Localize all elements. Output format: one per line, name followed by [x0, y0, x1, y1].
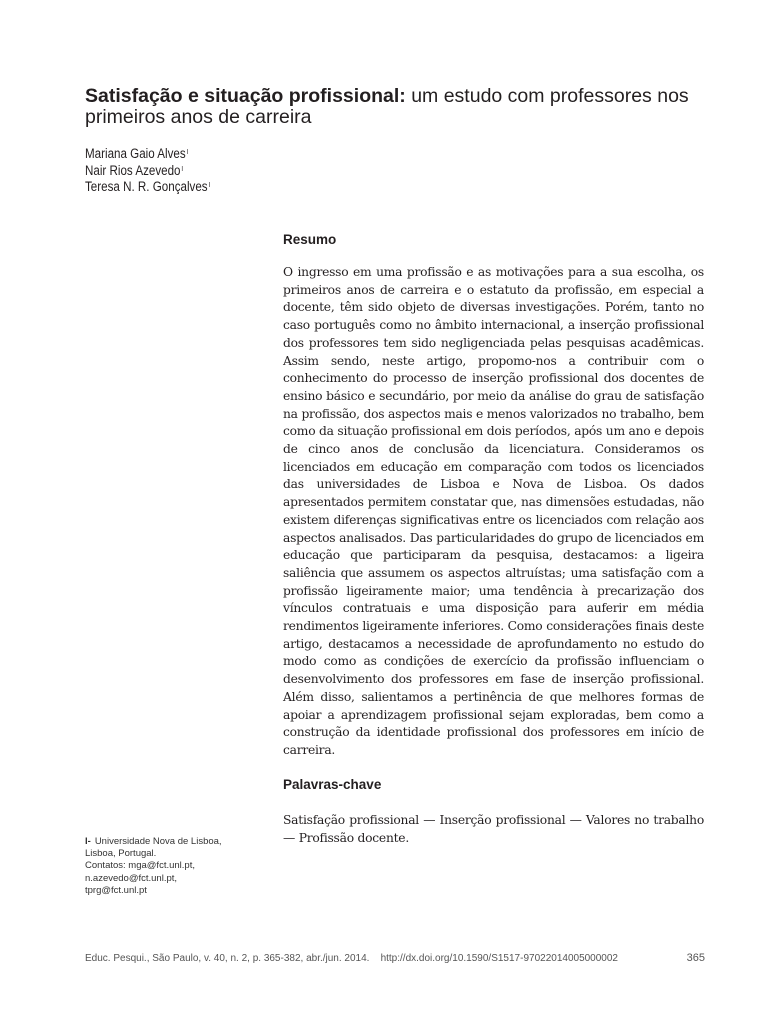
page-footer	[85, 953, 705, 964]
footnote-marker: I-	[85, 836, 91, 847]
author-2	[85, 163, 210, 180]
article-title-subtitle: um estudo com professores nos primeiros anos de carreira	[85, 85, 689, 128]
journal-citation: Educ. Pesqui., São Paulo, v. 40, n. 2, p. 365-382, abr./jun. 2014. http://dx.doi.org/10.1590/S1517-97022014005000002	[85, 953, 618, 964]
affiliation-mark: I	[181, 165, 184, 173]
author-1	[85, 146, 210, 163]
affiliation-mark: I	[186, 149, 189, 156]
footnote-contact-line: n.azevedo@fct.unl.pt,	[85, 872, 178, 884]
author-name: Mariana Gaio Alves	[85, 146, 186, 161]
footnote-contact-line: Contatos: mga@fct.unl.pt,	[85, 860, 195, 872]
footnote-line: Universidade Nova de Lisboa,	[94, 836, 222, 847]
keywords-heading: Palavras-chave	[283, 777, 382, 792]
page-number: 365	[686, 952, 705, 964]
article-title-bold: Satisfação e situação profissional:	[85, 85, 406, 107]
author-list	[85, 146, 210, 196]
author-name: Nair Rios Azevedo	[85, 162, 181, 178]
affiliation-footnote	[85, 836, 245, 897]
keywords-body: Satisfação profissional — Inserção profissional — Valores no trabalho — Profissão docente.	[283, 813, 704, 845]
footnote-contact-line: tprg@fct.unl.pt	[85, 884, 147, 896]
footnote-line: Lisboa, Portugal.	[85, 848, 157, 860]
author-name: Teresa N. R. Gonçalves	[85, 179, 208, 194]
abstract-heading: Resumo	[283, 232, 337, 247]
affiliation-mark: I	[208, 182, 211, 189]
article-title	[85, 86, 705, 128]
abstract-body: O ingresso em uma profissão e as motivações para a sua escolha, os primeiros anos de carreira e o estatuto da profissão, em especial a docente, têm sido objeto de diversas investigações. Porém, tanto no caso português como no âmbito internacional, a inserção profissional dos professores tem sido negligenciada pelas pesquisas acadêmicas. Assim sendo, neste artigo, propomo-nos a contribuir com o conhecimento do processo de inserção profissional dos docentes de ensino básico e secundário, por meio da análise do grau de satisfação na profissão, dos aspectos mais e menos valorizados no trabalho, bem como da situação profissional em dois períodos, após um ano e depois de cinco anos de conclusão da licenciatura. Consideramos os licenciados em educação em comparação com todos os licenciados das universidades de Lisboa e Nova de Lisboa. Os dados apresentados permitem constatar que, nas dimensões estudadas, não existem diferenças significativas entre os licenciados com relação aos aspectos analisados. Das particularidades do grupo de licenciados em educação que participaram da pesquisa, destacamos: a ligeira saliência que assumem os aspectos altruístas; uma satisfação com a profissão ligeiramente maior; uma tendência à precarização dos vínculos contratuais e uma disposição para auferir em média rendimentos ligeiramente inferiores. Como considerações finais deste artigo, destacamos a necessidade de aprofundamento no estudo do modo como as condições de exercício da profissão influenciam o desenvolvimento dos professores em fase de inserção profissional. Além disso, salientamos a pertinência de que melhores formas de apoiar a aprendizagem profissional sejam exploradas, bem como a construção da identidade profissional dos professores em início de carreira.	[283, 265, 704, 757]
author-3	[85, 179, 210, 196]
